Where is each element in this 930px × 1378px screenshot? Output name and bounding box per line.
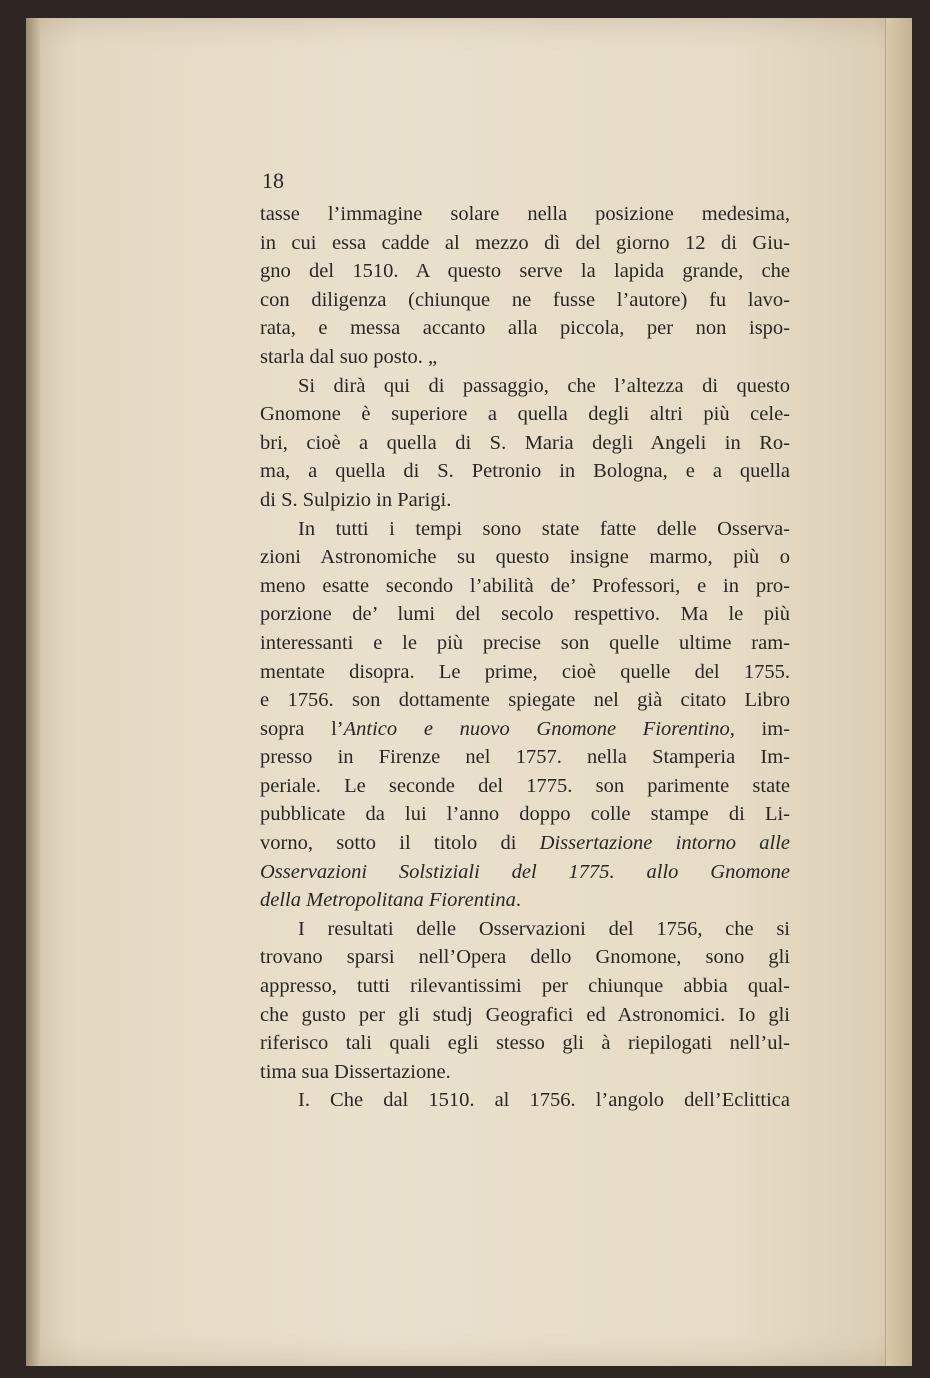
text-line: appresso, tutti rilevantissimi per chiunque abbia qual- <box>260 975 790 998</box>
text-line: in cui essa cadde al mezzo dì del giorno 12 di Giu- <box>260 231 790 254</box>
text-line: rata, e messa accanto alla piccola, per non ispo- <box>260 317 790 340</box>
text-line: riferisco tali quali egli stesso gli à riepilogati nell’ul- <box>260 1032 790 1055</box>
text-line: interessanti e le più precise son quelle ultime ram- <box>260 631 790 654</box>
page-spine <box>26 18 40 1366</box>
text-line: In tutti i tempi sono state fatte delle Osserva- <box>298 517 790 540</box>
text-line: zioni Astronomiche su questo insigne marmo, più o <box>260 546 790 569</box>
text-line: bri, cioè a quella di S. Maria degli Angeli in Ro- <box>260 431 790 454</box>
text-line: pubblicate da lui l’anno doppo colle stampe di Li- <box>260 803 790 826</box>
text-line: che gusto per gli studj Geografici ed Astronomici. Io gli <box>260 1003 790 1026</box>
text-line: mentate disopra. Le prime, cioè quelle del 1755. <box>260 660 790 683</box>
text-line: con diligenza (chiunque ne fusse l’autore) fu lavo- <box>260 288 790 311</box>
text-line: starla dal suo posto. „ <box>260 345 438 368</box>
text-line: presso in Firenze nel 1757. nella Stamperia Im- <box>260 746 790 769</box>
text-line-italic-title: Osservazioni Solstiziali del 1775. allo Gnomone <box>260 860 790 883</box>
text-line: e 1756. son dottamente spiegate nel già citato Libro <box>260 689 790 712</box>
body-text <box>260 200 790 1115</box>
text-line: Si dirà qui di passaggio, che l’altezza di questo <box>298 374 790 397</box>
text-line: di S. Sulpizio in Parigi. <box>260 488 452 511</box>
text-line-italic-title: vorno, sotto il titolo di Dissertazione intorno alle <box>260 832 790 855</box>
text-line: porzione de’ lumi del secolo respettivo. Ma le più <box>260 603 790 626</box>
text-line: tasse l’immagine solare nella posizione medesima, <box>260 203 790 225</box>
text-line: gno del 1510. A questo serve la lapida grande, che <box>260 260 790 283</box>
page-fore-edge <box>885 18 912 1366</box>
text-line: meno esatte secondo l’abilità de’ Professori, e in pro- <box>260 574 790 597</box>
text-line: Gnomone è superiore a quella degli altri più cele- <box>260 403 790 426</box>
text-line-italic-title: della Metropolitana Fiorentina. <box>260 889 521 912</box>
text-line-italic-title: sopra l’Antico e nuovo Gnomone Fiorentino, im- <box>260 717 790 740</box>
page-number: 18 <box>262 168 284 193</box>
text-line: ma, a quella di S. Petronio in Bologna, e a quella <box>260 460 790 483</box>
text-line: periale. Le seconde del 1775. son parimente state <box>260 774 790 797</box>
text-line: trovano sparsi nell’Opera dello Gnomone, sono gli <box>260 946 790 969</box>
text-line: I resultati delle Osservazioni del 1756, che si <box>298 917 790 940</box>
text-line: tima sua Dissertazione. <box>260 1060 451 1083</box>
text-line: I. Che dal 1510. al 1756. l’angolo dell’Eclittica <box>298 1089 790 1112</box>
